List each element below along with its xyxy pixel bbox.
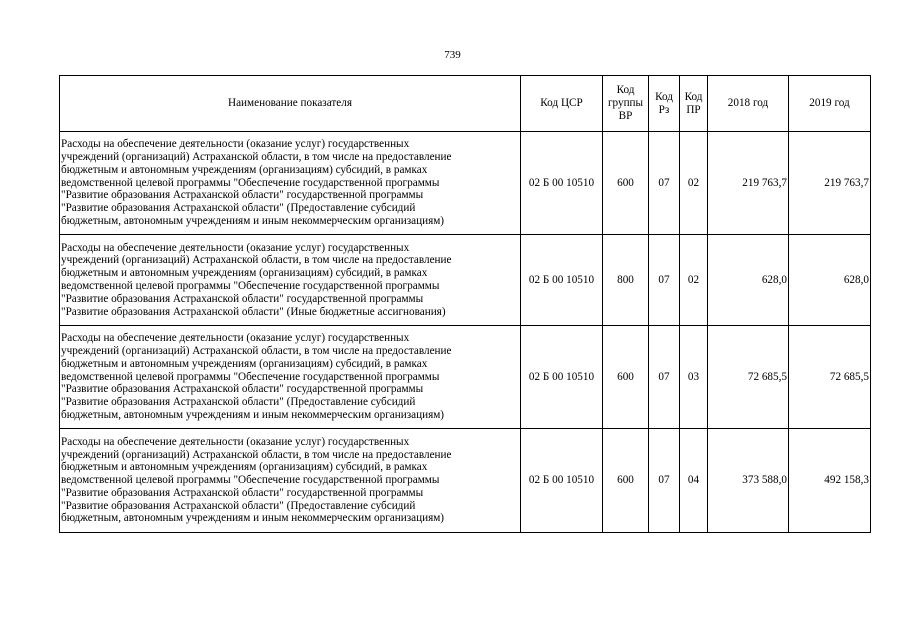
- header-2019: 2019 год: [789, 76, 871, 132]
- row-csr: 02 Б 00 10510: [521, 235, 603, 326]
- row-csr: 02 Б 00 10510: [521, 326, 603, 429]
- row-name-cell: [60, 326, 521, 429]
- row-name-line: учреждений (организаций) Астраханской области, в том числе на предоставление: [61, 254, 452, 267]
- row-name-line: бюджетным и автономным учреждениям (организациям) субсидий, в рамках: [61, 357, 428, 370]
- row-name-line: ведомственной целевой программы "Обеспечение государственной программы: [61, 370, 440, 383]
- row-rz: 07: [649, 235, 680, 326]
- row-name-line: "Развитие образования Астраханской области" государственной программы: [61, 383, 424, 396]
- row-name-line: ведомственной целевой программы "Обеспечение государственной программы: [61, 280, 440, 292]
- header-pr: Код ПР: [680, 76, 708, 132]
- header-rz: Код Рз: [649, 76, 680, 132]
- row-name-line: учреждений (организаций) Астраханской области, в том числе на предоставление: [61, 448, 452, 461]
- row-name-line: "Развитие образования Астраханской области" (Предоставление субсидий: [61, 202, 416, 215]
- header-vr: Код группы ВР: [603, 76, 649, 132]
- row-csr: 02 Б 00 10510: [521, 132, 603, 235]
- row-name-line: бюджетным, автономным учреждениям и иным некоммерческим организациям): [61, 512, 445, 525]
- row-name-line: бюджетным и автономным учреждениям (организациям) субсидий, в рамках: [61, 267, 428, 280]
- budget-table: [59, 75, 871, 533]
- table-row: [60, 326, 871, 429]
- table-row: [60, 429, 871, 533]
- table-row: [60, 235, 871, 326]
- row-rz: 07: [649, 326, 680, 429]
- row-2018: 628,0: [708, 235, 789, 326]
- row-2018: 219 763,7: [708, 132, 789, 235]
- row-name-cell: [60, 429, 521, 533]
- row-pr: 02: [680, 132, 708, 235]
- row-name-line: бюджетным, автономным учреждениям и иным некоммерческим организациям): [61, 214, 445, 227]
- table-row: [60, 132, 871, 235]
- row-name-line: ведомственной целевой программы "Обеспечение государственной программы: [61, 176, 440, 189]
- row-name-line: "Развитие образования Астраханской области" государственной программы: [61, 486, 424, 499]
- row-pr: 03: [680, 326, 708, 429]
- page-number: 739: [444, 49, 461, 61]
- row-name-line: "Развитие образования Астраханской области" (Иные бюджетные ассигнования): [61, 305, 446, 318]
- row-name-line: бюджетным и автономным учреждениям (организациям) субсидий, в рамках: [61, 461, 428, 474]
- row-name-line: бюджетным и автономным учреждениям (организациям) субсидий, в рамках: [61, 163, 428, 176]
- header-name: Наименование показателя: [60, 76, 521, 132]
- row-rz: 07: [649, 429, 680, 533]
- row-vr: 800: [603, 235, 649, 326]
- row-2018: 72 685,5: [708, 326, 789, 429]
- row-name-line: бюджетным, автономным учреждениям и иным некоммерческим организациям): [61, 408, 445, 421]
- row-name-line: "Развитие образования Астраханской области" (Предоставление субсидий: [61, 396, 416, 409]
- row-2019: 492 158,3: [789, 429, 871, 533]
- row-pr: 04: [680, 429, 708, 533]
- row-vr: 600: [603, 429, 649, 533]
- row-name-line: "Развитие образования Астраханской области" (Предоставление субсидий: [61, 499, 416, 512]
- row-name-line: учреждений (организаций) Астраханской области, в том числе на предоставление: [61, 151, 452, 163]
- row-name-line: Расходы на обеспечение деятельности (оказание услуг) государственных: [61, 138, 410, 151]
- row-name-line: "Развитие образования Астраханской области" государственной программы: [61, 292, 424, 305]
- table-header-row: [60, 76, 871, 132]
- row-rz: 07: [649, 132, 680, 235]
- row-name-line: ведомственной целевой программы "Обеспечение государственной программы: [61, 474, 440, 487]
- row-2018: 373 588,0: [708, 429, 789, 533]
- row-2019: 72 685,5: [789, 326, 871, 429]
- row-name-cell: [60, 132, 521, 235]
- row-name-line: Расходы на обеспечение деятельности (оказание услуг) государственных: [61, 241, 410, 254]
- row-name-line: учреждений (организаций) Астраханской области, в том числе на предоставление: [61, 345, 452, 357]
- row-vr: 600: [603, 326, 649, 429]
- row-pr: 02: [680, 235, 708, 326]
- row-name-line: "Развитие образования Астраханской области" государственной программы: [61, 189, 424, 202]
- row-name-cell: [60, 235, 521, 326]
- row-2019: 219 763,7: [789, 132, 871, 235]
- row-csr: 02 Б 00 10510: [521, 429, 603, 533]
- header-csr: Код ЦСР: [521, 76, 603, 132]
- row-2019: 628,0: [789, 235, 871, 326]
- row-vr: 600: [603, 132, 649, 235]
- header-2018: 2018 год: [708, 76, 789, 132]
- row-name-line: Расходы на обеспечение деятельности (оказание услуг) государственных: [61, 332, 410, 345]
- row-name-line: Расходы на обеспечение деятельности (оказание услуг) государственных: [61, 435, 410, 448]
